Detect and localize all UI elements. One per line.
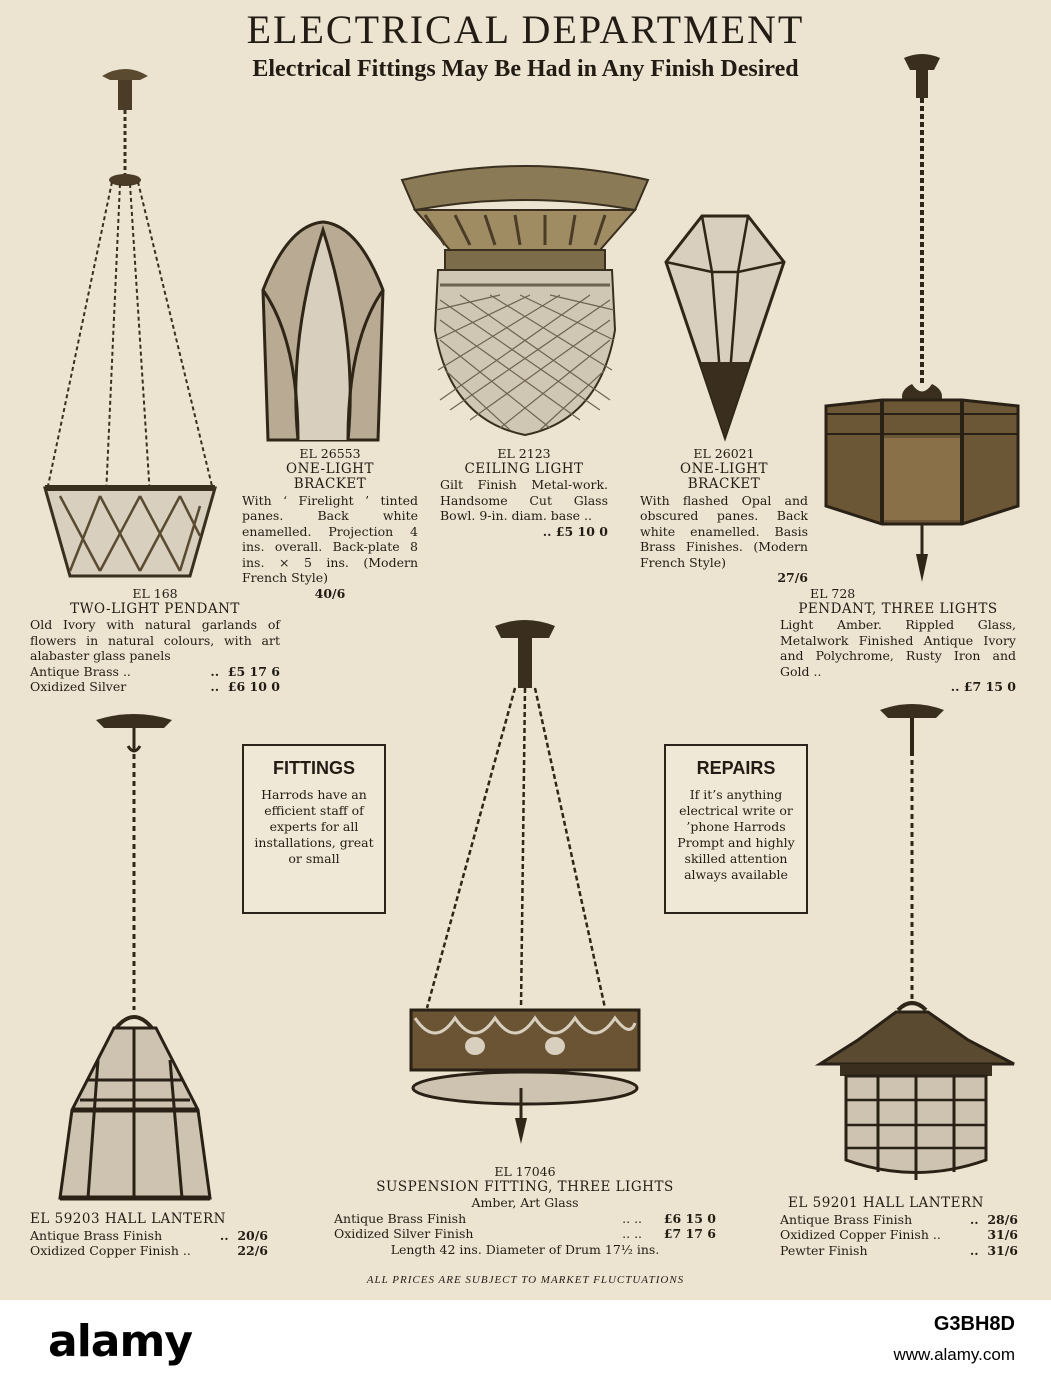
product-name: ONE-LIGHT BRACKET xyxy=(286,460,374,492)
finish-price: 22/6 xyxy=(237,1243,268,1258)
suspension-fitting-illustration xyxy=(405,618,645,1148)
price-disclaimer: ALL PRICES ARE SUBJECT TO MARKET FLUCTUATIONS xyxy=(366,1274,685,1286)
finish-price: .. £6 10 0 xyxy=(210,679,280,694)
product-subtitle: Amber, Art Glass xyxy=(471,1195,579,1210)
product-description: Light Amber. Rippled Glass, Metalwork Finished Antique Ivory and Polychrome, Rusty Iron and Gold .. xyxy=(780,617,1016,679)
price-row xyxy=(30,679,280,695)
finish-price: .. 20/6 xyxy=(219,1227,268,1243)
page-title: ELECTRICAL DEPARTMENT xyxy=(246,7,805,52)
product-description: Gilt Finish Metal-work. Handsome Cut Glass Bowl. 9-in. diam. base .. xyxy=(440,477,608,523)
price-row xyxy=(30,1243,268,1259)
price-row xyxy=(780,1212,1018,1228)
stock-url-link[interactable]: www.alamy.com xyxy=(893,1345,1015,1364)
fittings-box xyxy=(242,744,386,914)
repairs-box xyxy=(664,744,808,914)
caption-el2123 xyxy=(440,446,608,539)
product-price: 40/6 xyxy=(314,585,346,601)
finish-label: Oxidized Silver xyxy=(30,679,127,694)
one-light-bracket-star-illustration xyxy=(662,212,788,442)
product-name: SUSPENSION FITTING, THREE LIGHTS xyxy=(376,1178,674,1195)
product-code: EL 728 xyxy=(810,586,856,601)
finish-label: Antique Brass .. xyxy=(30,663,131,679)
product-code: EL 2123 xyxy=(497,446,551,461)
product-description: Old Ivory with natural garlands of flowers in natural colours, with art alabaster glass panels xyxy=(30,617,280,663)
one-light-bracket-tulip-illustration xyxy=(258,220,388,445)
alamy-logo[interactable]: alamy xyxy=(48,1316,192,1367)
finish-price: .. 31/6 xyxy=(969,1242,1018,1258)
finish-price: .. .. £6 15 0 xyxy=(622,1210,716,1226)
product-name: CEILING LIGHT xyxy=(464,460,584,477)
product-code: EL 26553 xyxy=(299,446,361,461)
product-name: TWO-LIGHT PENDANT xyxy=(70,600,240,617)
hall-lantern-bell-illustration xyxy=(58,710,218,1205)
finish-price: .. 28/6 xyxy=(969,1211,1018,1227)
finish-label: Pewter Finish xyxy=(780,1242,868,1258)
caption-el26021 xyxy=(640,446,808,586)
ceiling-light-illustration xyxy=(400,160,650,440)
product-code-name: EL 59201 HALL LANTERN xyxy=(788,1195,984,1211)
image-id: G3BH8D xyxy=(933,1313,1015,1335)
product-description: With ‘ Firelight ’ tinted panes. Back white enamelled. Projection 4 ins. overall. Back-plate 8 ins. × 5 ins. (Modern French Style) xyxy=(242,492,418,585)
caption-el26553 xyxy=(242,446,418,601)
finish-price: .. .. £7 17 6 xyxy=(622,1226,716,1241)
product-name: PENDANT, THREE LIGHTS xyxy=(798,600,998,617)
price-row xyxy=(334,1226,716,1242)
price-row xyxy=(334,1211,716,1227)
finish-price: .. £5 17 6 xyxy=(210,663,280,679)
finish-label: Oxidized Copper Finish .. xyxy=(780,1227,941,1242)
caption-el59203 xyxy=(30,1212,268,1259)
product-code: EL 168 xyxy=(132,586,178,601)
price-row xyxy=(30,664,280,680)
product-code: EL 17046 xyxy=(494,1164,556,1179)
price-row xyxy=(780,1243,1018,1259)
product-code: EL 26021 xyxy=(693,446,755,461)
caption-el59201 xyxy=(780,1196,1018,1258)
finish-label: Oxidized Silver Finish xyxy=(334,1226,474,1241)
repairs-text: If it’s anything electrical write or ’phone Harrods Prompt and highly skilled attention always available xyxy=(677,787,795,882)
product-price: .. £7 15 0 xyxy=(950,679,1016,694)
hall-lantern-octagonal-illustration xyxy=(818,700,1018,1190)
page-subtitle: Electrical Fittings May Be Had in Any Finish Desired xyxy=(252,56,799,82)
finish-label: Antique Brass Finish xyxy=(30,1227,163,1243)
fittings-text: Harrods have an efficient staff of experts for all installations, great or small xyxy=(254,787,374,866)
caption-el168 xyxy=(30,586,280,695)
repairs-title: REPAIRS xyxy=(696,758,776,778)
two-light-pendant-illustration xyxy=(40,56,220,586)
price-row xyxy=(780,1227,1018,1243)
product-description: With flashed Opal and obscured panes. Back white enamelled. Basis Brass Finishes. (Modern French Style) xyxy=(640,492,808,570)
caption-el17046 xyxy=(334,1164,716,1257)
product-dimensions: Length 42 ins. Diameter of Drum 17½ ins. xyxy=(390,1241,660,1257)
finish-label: Antique Brass Finish xyxy=(780,1211,913,1227)
price-row xyxy=(30,1228,268,1244)
product-price: .. £5 10 0 xyxy=(542,523,608,539)
product-code-name: EL 59203 HALL LANTERN xyxy=(30,1211,226,1227)
fittings-title: FITTINGS xyxy=(273,758,355,778)
finish-price: 31/6 xyxy=(987,1227,1018,1242)
pendant-three-lights-illustration xyxy=(822,54,1022,584)
product-price: 27/6 xyxy=(777,570,808,585)
finish-label: Oxidized Copper Finish .. xyxy=(30,1243,191,1258)
product-name: ONE-LIGHT BRACKET xyxy=(680,460,768,492)
caption-el728 xyxy=(780,586,1016,695)
finish-label: Antique Brass Finish xyxy=(334,1210,467,1226)
